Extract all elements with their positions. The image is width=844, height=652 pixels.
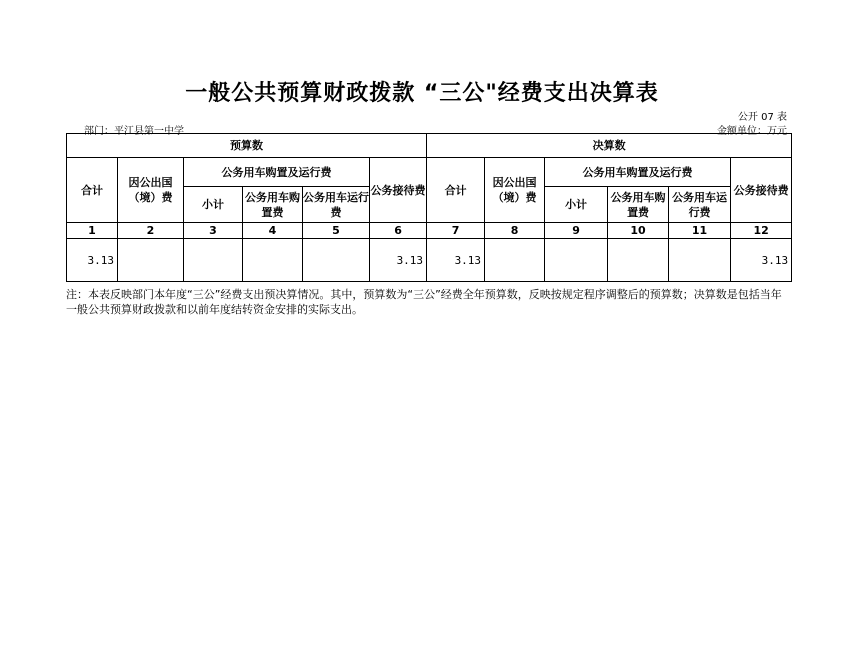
- expenditure-table: [66, 133, 792, 282]
- final-group-header: 决算数: [427, 134, 792, 158]
- column-number: 9: [545, 223, 608, 239]
- budget-abroad-header: 因公出国（境）费: [118, 158, 184, 223]
- table-note: 注：本表反映部门本年度“三公”经费支出预决算情况。其中，预算数为“三公”经费全年预算数，反映按规定程序调整后的预算数；决算数是包括当年一般公共预算财政拨款和以前年度结转资金安排的实际支出。: [66, 288, 782, 316]
- department-label: 部门：平江县第一中学: [84, 126, 184, 137]
- final-subtotal-header: 小计: [545, 187, 608, 223]
- column-number: 3: [184, 223, 243, 239]
- column-number: 11: [669, 223, 731, 239]
- final-operation-header: 公务用车运行费: [669, 187, 731, 223]
- budget-reception-cell: 3.13: [370, 239, 427, 282]
- final-operation-cell: [669, 239, 731, 282]
- final-subtotal-cell: [545, 239, 608, 282]
- page-title: 一般公共预算财政拨款 “三公"经费支出决算表: [185, 81, 659, 106]
- final-abroad-cell: [485, 239, 545, 282]
- budget-total-header: 合计: [67, 158, 118, 223]
- unit-label: 金额单位：万元: [717, 126, 787, 137]
- final-purchase-header: 公务用车购置费: [608, 187, 669, 223]
- budget-total-cell: 3.13: [67, 239, 118, 282]
- budget-group-header: 预算数: [67, 134, 427, 158]
- final-abroad-header: 因公出国（境）费: [485, 158, 545, 223]
- budget-purchase-cell: [243, 239, 303, 282]
- final-reception-header: 公务接待费: [731, 158, 792, 223]
- budget-reception-header: 公务接待费: [370, 158, 427, 223]
- final-reception-cell: 3.13: [731, 239, 792, 282]
- budget-operation-cell: [303, 239, 370, 282]
- budget-subtotal-cell: [184, 239, 243, 282]
- final-total-header: 合计: [427, 158, 485, 223]
- column-number: 1: [67, 223, 118, 239]
- final-total-cell: 3.13: [427, 239, 485, 282]
- column-number: 10: [608, 223, 669, 239]
- column-number: 4: [243, 223, 303, 239]
- budget-vehicle-group-header: 公务用车购置及运行费: [184, 158, 370, 187]
- budget-purchase-header: 公务用车购置费: [243, 187, 303, 223]
- final-purchase-cell: [608, 239, 669, 282]
- column-number: 12: [731, 223, 792, 239]
- column-number: 8: [485, 223, 545, 239]
- budget-operation-header: 公务用车运行费: [303, 187, 370, 223]
- column-number: 5: [303, 223, 370, 239]
- budget-abroad-cell: [118, 239, 184, 282]
- budget-subtotal-header: 小计: [184, 187, 243, 223]
- column-number: 6: [370, 223, 427, 239]
- column-number: 2: [118, 223, 184, 239]
- column-number: 7: [427, 223, 485, 239]
- form-number: 公开 07 表: [737, 112, 787, 123]
- final-vehicle-group-header: 公务用车购置及运行费: [545, 158, 731, 187]
